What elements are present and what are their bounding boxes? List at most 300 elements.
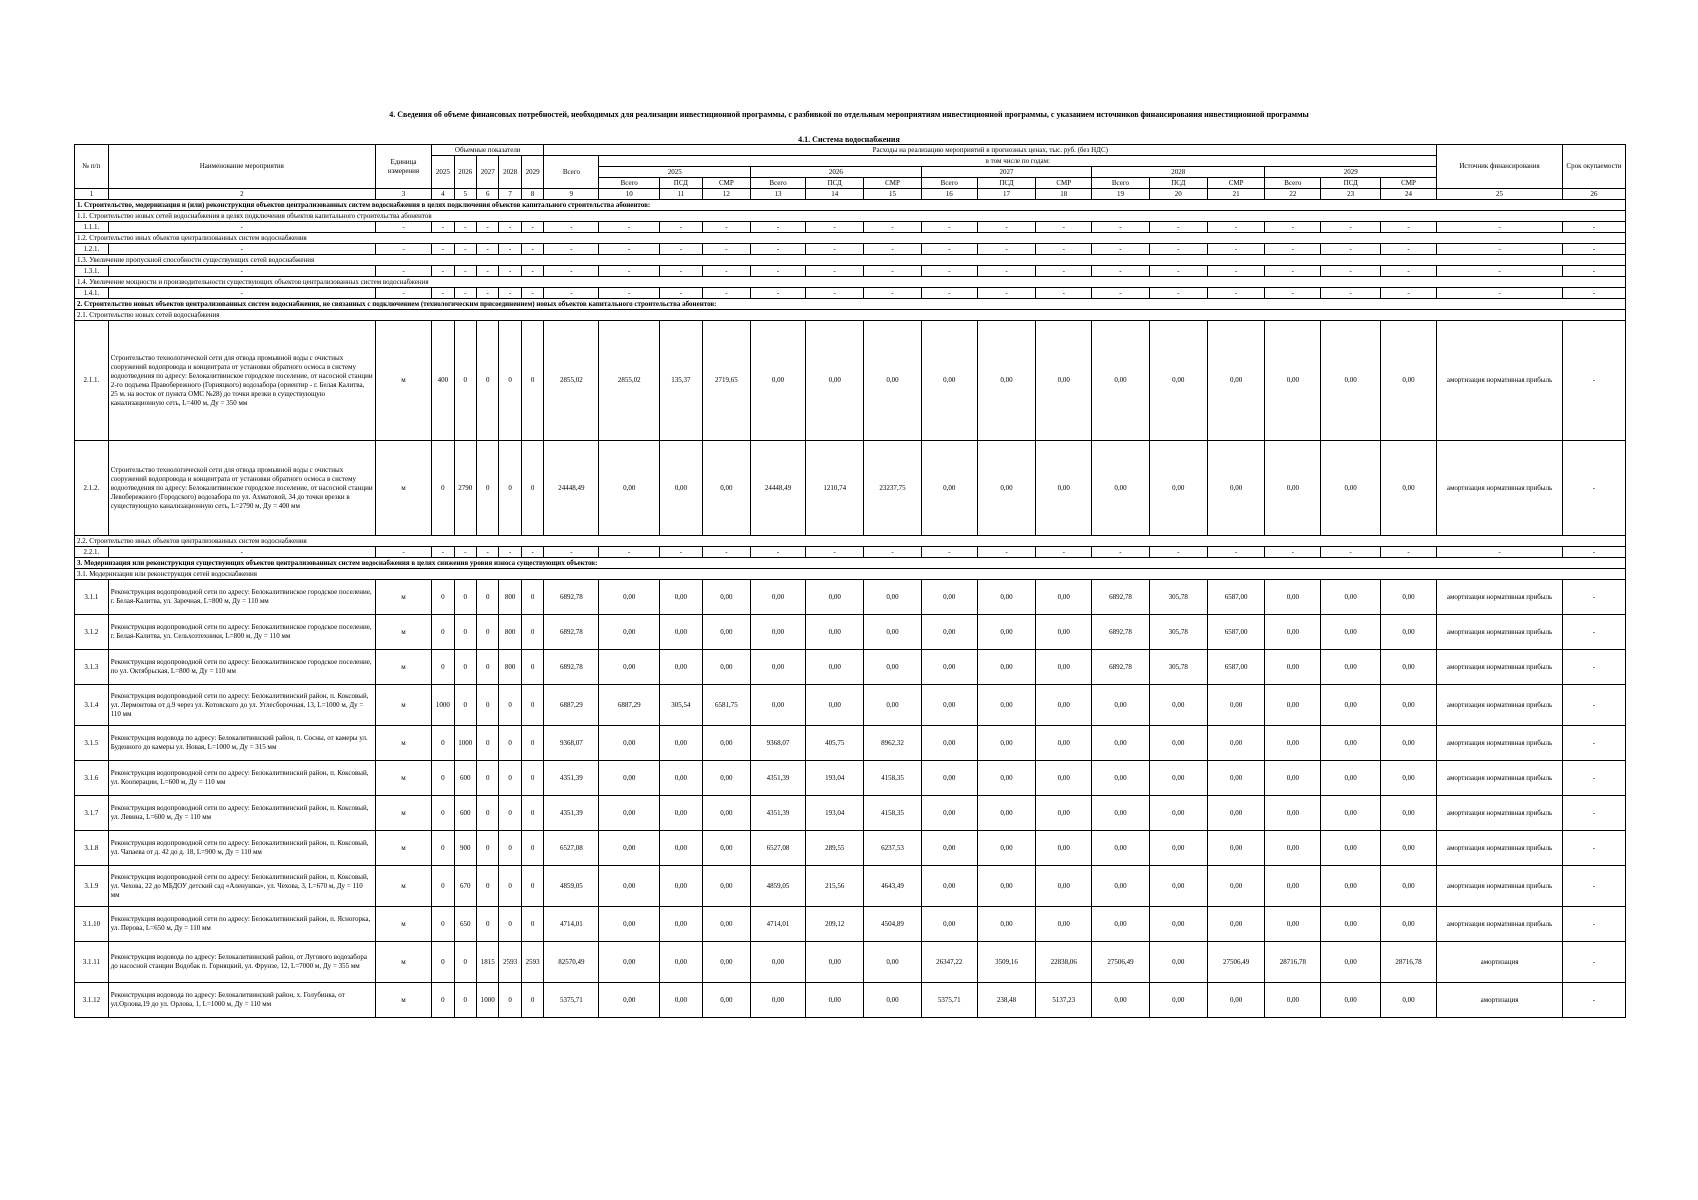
table-cell: 0,00 — [1208, 321, 1265, 441]
table-cell: м — [375, 796, 431, 831]
table-cell: 0 — [454, 942, 476, 983]
header-subcol: СМР — [1380, 178, 1436, 189]
measure-name: Реконструкция водопроводной сети по адресу: Белокалитвинский район, п. Коксовый, ул. Чапаева от д. 42 до д. 18, L=900 м, Ду = 110 мм — [108, 831, 375, 866]
table-row — [75, 288, 1626, 299]
table-cell: 0 — [499, 796, 521, 831]
table-cell: 0 — [521, 831, 543, 866]
header-subcol: Всего — [751, 178, 806, 189]
table-cell: 0,00 — [864, 942, 921, 983]
table-cell: 2719,65 — [702, 321, 750, 441]
table-cell: - — [1208, 222, 1265, 233]
header-subcol: ПСД — [1149, 178, 1207, 189]
column-number: 26 — [1562, 189, 1625, 200]
table-cell: 0,00 — [751, 321, 806, 441]
table-cell: 0,00 — [660, 761, 703, 796]
table-cell: - — [921, 288, 977, 299]
table-cell: 0 — [432, 580, 454, 615]
table-cell: 6581,75 — [702, 685, 750, 726]
table-cell: 0,00 — [1380, 726, 1436, 761]
table-cell: 0,00 — [977, 866, 1035, 907]
header-volume-group: Объемные показатели — [432, 145, 544, 156]
table-cell: 800 — [499, 580, 521, 615]
table-cell: - — [599, 222, 660, 233]
table-cell: - — [806, 547, 864, 558]
table-cell: - — [1149, 547, 1207, 558]
table-cell: 4158,35 — [864, 761, 921, 796]
header-subcol: ПСД — [977, 178, 1035, 189]
table-cell: 0,00 — [1208, 907, 1265, 942]
table-cell: - — [1562, 831, 1625, 866]
table-cell: 0,00 — [1208, 685, 1265, 726]
table-cell: - — [454, 547, 476, 558]
table-cell: - — [702, 266, 750, 277]
table-cell: 0,00 — [1265, 796, 1321, 831]
table-cell: - — [751, 222, 806, 233]
table-cell: 0,00 — [864, 615, 921, 650]
table-cell: - — [1562, 650, 1625, 685]
table-cell: - — [1036, 547, 1092, 558]
table-cell: амортизация — [1437, 983, 1563, 1018]
table-cell: - — [1321, 288, 1381, 299]
table-cell: - — [1562, 547, 1625, 558]
table-cell: - — [806, 288, 864, 299]
table-cell: 6887,29 — [599, 685, 660, 726]
table-cell: - — [1092, 244, 1149, 255]
table-row — [75, 580, 1626, 615]
subsection-title: 2.1. Строительство новых сетей водоснабжения — [75, 310, 1626, 321]
table-cell: - — [454, 244, 476, 255]
table-row — [75, 615, 1626, 650]
table-cell: 23237,75 — [864, 441, 921, 536]
table-cell: - — [1149, 266, 1207, 277]
table-cell: 0,00 — [1092, 866, 1149, 907]
section-title: 3. Модернизация или реконструкция существующих объектов централизованных систем водоснабжения в целях снижения уровня износа существующих объектов: — [75, 558, 1626, 569]
table-cell: амортизация нормативная прибыль — [1437, 441, 1563, 536]
table-cell: 4351,39 — [544, 796, 599, 831]
table-cell: амортизация нормативная прибыль — [1437, 321, 1563, 441]
table-cell: 0,00 — [977, 685, 1035, 726]
column-number: 19 — [1092, 189, 1149, 200]
subsection-title: 1.2. Строительство иных объектов централизованных систем водоснабжения — [75, 233, 1626, 244]
table-row — [75, 726, 1626, 761]
table-cell: - — [702, 244, 750, 255]
table-cell: - — [1380, 244, 1436, 255]
measure-name: Реконструкция водопроводной сети по адресу: Белокалитвинское городское поселение, по ул. Октябрьская, L=800 м, Ду = 110 мм — [108, 650, 375, 685]
column-number: 10 — [599, 189, 660, 200]
table-cell: - — [751, 244, 806, 255]
column-number: 22 — [1265, 189, 1321, 200]
table-cell: м — [375, 321, 431, 441]
table-cell: - — [921, 547, 977, 558]
table-cell: - — [544, 222, 599, 233]
table-cell: м — [375, 942, 431, 983]
measure-name: Реконструкция водопроводной сети по адресу: Белокалитвинский район, п. Коксовый, ул. Левина, L=600 м, Ду = 110 мм — [108, 796, 375, 831]
table-cell: 0,00 — [864, 580, 921, 615]
row-number: 3.1.1 — [75, 580, 109, 615]
table-cell: - — [1437, 547, 1563, 558]
table-cell: - — [108, 266, 375, 277]
table-cell: 0,00 — [1265, 831, 1321, 866]
table-cell: - — [544, 288, 599, 299]
table-cell: 0,00 — [1321, 796, 1381, 831]
table-cell: 0,00 — [660, 866, 703, 907]
table-cell: 0,00 — [1149, 796, 1207, 831]
table-cell: 0,00 — [702, 831, 750, 866]
table-cell: 0,00 — [921, 907, 977, 942]
table-cell: 0 — [521, 685, 543, 726]
table-cell: 0,00 — [1321, 650, 1381, 685]
table-cell: 0 — [477, 796, 499, 831]
table-cell: м — [375, 441, 431, 536]
table-cell: 4158,35 — [864, 796, 921, 831]
table-cell: 0,00 — [921, 650, 977, 685]
table-cell: - — [499, 244, 521, 255]
table-cell: 4714,01 — [544, 907, 599, 942]
column-number: 2 — [108, 189, 375, 200]
table-cell: 1000 — [477, 983, 499, 1018]
table-cell: 0,00 — [806, 615, 864, 650]
table-cell: - — [1092, 547, 1149, 558]
table-cell: - — [660, 266, 703, 277]
table-cell: 900 — [454, 831, 476, 866]
table-cell: - — [1208, 547, 1265, 558]
table-cell: 28716,78 — [1380, 942, 1436, 983]
table-cell: - — [432, 244, 454, 255]
table-cell: - — [521, 244, 543, 255]
table-cell: 0,00 — [1036, 441, 1092, 536]
table-cell: - — [432, 547, 454, 558]
table-cell: 1210,74 — [806, 441, 864, 536]
table-cell: - — [544, 547, 599, 558]
table-cell: 800 — [499, 615, 521, 650]
table-cell: 0,00 — [1380, 866, 1436, 907]
table-cell: 0,00 — [1380, 796, 1436, 831]
table-cell: 0 — [521, 441, 543, 536]
table-cell: - — [1321, 547, 1381, 558]
table-cell: 0,00 — [1036, 685, 1092, 726]
table-row — [75, 831, 1626, 866]
table-cell: 0,00 — [864, 685, 921, 726]
table-cell: 0,00 — [1036, 831, 1092, 866]
column-number: 3 — [375, 189, 431, 200]
table-cell: 0,00 — [864, 983, 921, 1018]
subsection-header-row — [75, 569, 1626, 580]
header-cost-year: 2029 — [1265, 167, 1437, 178]
table-cell: 0,00 — [921, 321, 977, 441]
table-cell: 0 — [499, 866, 521, 907]
table-cell: - — [499, 547, 521, 558]
table-cell: 0,00 — [1036, 650, 1092, 685]
measure-name: Реконструкция водопроводной сети по адресу: Белокалитвинский район, п. Коксовый, ул. Лермонтова от д.9 через ул. Котовского до ул. Углесборочная, 13, L=1000 м, Ду = 110 мм — [108, 685, 375, 726]
table-cell: амортизация нормативная прибыль — [1437, 615, 1563, 650]
table-cell: - — [921, 266, 977, 277]
table-cell: 600 — [454, 761, 476, 796]
column-number: 14 — [806, 189, 864, 200]
table-cell: 0,00 — [599, 726, 660, 761]
table-cell: 0,00 — [1380, 831, 1436, 866]
table-cell: 0 — [432, 615, 454, 650]
table-cell: 8962,32 — [864, 726, 921, 761]
table-cell: 0,00 — [1380, 685, 1436, 726]
table-cell: 0,00 — [1036, 726, 1092, 761]
table-cell: 0 — [454, 983, 476, 1018]
table-cell: 0 — [477, 580, 499, 615]
table-cell: 800 — [499, 650, 521, 685]
table-cell: 0 — [499, 907, 521, 942]
table-cell: 0,00 — [599, 650, 660, 685]
table-row — [75, 796, 1626, 831]
subsection-header-row — [75, 255, 1626, 266]
table-cell: 0,00 — [1265, 650, 1321, 685]
table-cell: 0,00 — [1036, 866, 1092, 907]
table-cell: 0 — [432, 942, 454, 983]
table-cell: 0,00 — [921, 580, 977, 615]
table-cell: - — [1562, 942, 1625, 983]
table-cell: 305,78 — [1149, 615, 1207, 650]
table-cell: амортизация нормативная прибыль — [1437, 685, 1563, 726]
table-cell: 0,00 — [599, 796, 660, 831]
table-cell: - — [599, 288, 660, 299]
table-cell: 0,00 — [1092, 441, 1149, 536]
table-cell: - — [977, 244, 1035, 255]
table-cell: 0,00 — [921, 761, 977, 796]
table-cell: 0,00 — [806, 942, 864, 983]
table-cell: 0,00 — [1208, 866, 1265, 907]
table-cell: 0 — [521, 580, 543, 615]
table-cell: амортизация нормативная прибыль — [1437, 796, 1563, 831]
header-volume-year: 2025 — [432, 156, 454, 189]
subsection-header-row — [75, 310, 1626, 321]
column-number: 18 — [1036, 189, 1092, 200]
table-cell: 670 — [454, 866, 476, 907]
table-cell: - — [751, 266, 806, 277]
header-unit: Единица измерения — [375, 145, 431, 189]
table-cell: 22838,06 — [1036, 942, 1092, 983]
table-cell: 0,00 — [660, 942, 703, 983]
table-cell: 0,00 — [1265, 983, 1321, 1018]
table-cell: 0 — [477, 726, 499, 761]
table-cell: 0,00 — [702, 650, 750, 685]
header-subcol: СМР — [1036, 178, 1092, 189]
table-cell: 0,00 — [977, 650, 1035, 685]
row-number: 1.3.1. — [75, 266, 109, 277]
table-cell: - — [477, 266, 499, 277]
table-cell: 0,00 — [1036, 615, 1092, 650]
table-cell: - — [921, 222, 977, 233]
table-cell: 0,00 — [1092, 796, 1149, 831]
header-cost-year: 2027 — [921, 167, 1092, 178]
table-cell: - — [1562, 441, 1625, 536]
header-volume-year: 2027 — [477, 156, 499, 189]
table-cell: 0,00 — [1208, 761, 1265, 796]
table-cell: 6892,78 — [544, 580, 599, 615]
table-cell: 4351,39 — [751, 796, 806, 831]
header-by-year: в том числе по годам: — [599, 156, 1437, 167]
table-cell: 6527,08 — [751, 831, 806, 866]
table-cell: 0,00 — [1265, 726, 1321, 761]
table-cell: 6892,78 — [544, 615, 599, 650]
table-cell: 0,00 — [702, 441, 750, 536]
table-cell: - — [864, 266, 921, 277]
table-cell: 0,00 — [660, 796, 703, 831]
column-number: 16 — [921, 189, 977, 200]
table-cell: 0,00 — [702, 983, 750, 1018]
financing-table — [74, 144, 1626, 1018]
subsection-header-row — [75, 233, 1626, 244]
column-number: 24 — [1380, 189, 1436, 200]
table-cell: - — [1562, 866, 1625, 907]
table-cell: м — [375, 831, 431, 866]
table-cell: 0,00 — [1149, 685, 1207, 726]
table-cell: 27506,49 — [1092, 942, 1149, 983]
table-cell: - — [921, 244, 977, 255]
header-total: Всего — [544, 156, 599, 189]
table-cell: - — [499, 266, 521, 277]
table-cell: 0,00 — [599, 761, 660, 796]
table-cell: 0,00 — [1380, 321, 1436, 441]
table-cell: 0 — [454, 685, 476, 726]
table-cell: 289,55 — [806, 831, 864, 866]
table-cell: - — [1149, 288, 1207, 299]
table-cell: 3509,16 — [977, 942, 1035, 983]
table-cell: - — [702, 288, 750, 299]
table-cell: 0,00 — [921, 866, 977, 907]
table-cell: - — [375, 222, 431, 233]
column-number: 25 — [1437, 189, 1563, 200]
table-cell: 0,00 — [1092, 685, 1149, 726]
column-number: 12 — [702, 189, 750, 200]
table-cell: 0 — [432, 907, 454, 942]
table-cell: амортизация нормативная прибыль — [1437, 831, 1563, 866]
table-cell: 0,00 — [1321, 983, 1381, 1018]
table-cell: 0,00 — [1208, 441, 1265, 536]
table-cell: 0 — [521, 615, 543, 650]
measure-name: Реконструкция водовода по адресу: Белокалитвинский район, п. Сосны, от камеры ул. Буденного до камеры ул. Новая, L=1000 м, Ду = 315 мм — [108, 726, 375, 761]
table-cell: - — [977, 222, 1035, 233]
table-cell: 0,00 — [702, 615, 750, 650]
subsection-header-row — [75, 536, 1626, 547]
table-cell: - — [521, 266, 543, 277]
table-cell: 0,00 — [599, 942, 660, 983]
table-cell: 0 — [521, 726, 543, 761]
table-cell: - — [1265, 288, 1321, 299]
subsection-title: 1.3. Увеличение пропускной способности существующих сетей водоснабжения — [75, 255, 1626, 266]
row-number: 3.1.3 — [75, 650, 109, 685]
table-cell: 0,00 — [1380, 441, 1436, 536]
table-cell: 0,00 — [751, 685, 806, 726]
column-number: 6 — [477, 189, 499, 200]
table-cell: 0,00 — [921, 796, 977, 831]
table-cell: 0,00 — [1265, 615, 1321, 650]
table-cell: - — [1437, 288, 1563, 299]
table-cell: 24448,49 — [751, 441, 806, 536]
row-number: 1.4.1. — [75, 288, 109, 299]
table-cell: 0,00 — [1380, 650, 1436, 685]
table-cell: 0,00 — [660, 983, 703, 1018]
row-number: 3.1.12 — [75, 983, 109, 1018]
table-cell: 0 — [521, 983, 543, 1018]
table-cell: 4504,89 — [864, 907, 921, 942]
header-subcol: Всего — [921, 178, 977, 189]
table-cell: 600 — [454, 796, 476, 831]
table-cell: 0,00 — [806, 650, 864, 685]
table-cell: 0,00 — [1149, 761, 1207, 796]
measure-name: Реконструкция водопроводной сети по адресу: Белокалитвинский район, п. Коксовый, ул. Чехова, 22 до МБДОУ детский сад «Аленушка», ул. Чехова, 3, L=670 м, Ду = 110 мм — [108, 866, 375, 907]
table-row — [75, 650, 1626, 685]
table-cell: - — [544, 266, 599, 277]
table-cell: - — [454, 266, 476, 277]
column-number: 15 — [864, 189, 921, 200]
table-cell: - — [1092, 266, 1149, 277]
table-cell: 0 — [477, 441, 499, 536]
table-cell: 0,00 — [1149, 866, 1207, 907]
table-cell: - — [454, 288, 476, 299]
table-cell: 0,00 — [1265, 866, 1321, 907]
table-cell: - — [375, 288, 431, 299]
table-cell: 0,00 — [1321, 866, 1381, 907]
table-cell: - — [375, 547, 431, 558]
row-number: 3.1.11 — [75, 942, 109, 983]
table-cell: 0 — [499, 321, 521, 441]
table-cell: 4351,39 — [751, 761, 806, 796]
column-number: 4 — [432, 189, 454, 200]
table-cell: 0,00 — [1321, 321, 1381, 441]
table-cell: амортизация — [1437, 942, 1563, 983]
table-cell: - — [1562, 580, 1625, 615]
table-cell: - — [864, 288, 921, 299]
table-cell: 0,00 — [921, 685, 977, 726]
table-cell: м — [375, 761, 431, 796]
table-cell: - — [108, 547, 375, 558]
table-cell: 0,00 — [1265, 907, 1321, 942]
table-cell: 0,00 — [660, 580, 703, 615]
table-cell: 4859,05 — [544, 866, 599, 907]
measure-name: Реконструкция водопроводной сети по адресу: Белокалитвинский район, п. Коксовый, ул. Кооперации, L=600 м, Ду = 110 мм — [108, 761, 375, 796]
subsection-title: 1.1. Строительство новых сетей водоснабжения в целях подключения объектов капитального строительства абонентов — [75, 211, 1626, 222]
table-cell: 0,00 — [751, 650, 806, 685]
table-cell: амортизация нормативная прибыль — [1437, 866, 1563, 907]
table-cell: - — [432, 288, 454, 299]
table-cell: - — [806, 244, 864, 255]
table-cell: - — [432, 266, 454, 277]
table-cell: - — [454, 222, 476, 233]
column-number: 1 — [75, 189, 109, 200]
table-cell: 193,04 — [806, 796, 864, 831]
table-cell: - — [375, 244, 431, 255]
table-cell: 0,00 — [1321, 685, 1381, 726]
header-subcol: ПСД — [660, 178, 703, 189]
table-cell: 0 — [499, 685, 521, 726]
table-cell: 0 — [477, 321, 499, 441]
table-cell: 0,00 — [1208, 831, 1265, 866]
table-cell: - — [1562, 222, 1625, 233]
table-cell: 215,56 — [806, 866, 864, 907]
row-number: 3.1.5 — [75, 726, 109, 761]
table-cell: 0,00 — [1036, 580, 1092, 615]
table-cell: 4859,05 — [751, 866, 806, 907]
table-cell: 0,00 — [702, 942, 750, 983]
table-cell: 0,00 — [751, 615, 806, 650]
section-subtitle: 4.1. Система водоснабжения — [798, 135, 900, 144]
table-cell: - — [1092, 288, 1149, 299]
table-cell: 238,48 — [977, 983, 1035, 1018]
row-number: 3.1.9 — [75, 866, 109, 907]
table-cell: 0 — [499, 831, 521, 866]
table-cell: - — [1562, 288, 1625, 299]
table-cell: - — [499, 222, 521, 233]
column-number: 11 — [660, 189, 703, 200]
table-cell: 5375,71 — [544, 983, 599, 1018]
